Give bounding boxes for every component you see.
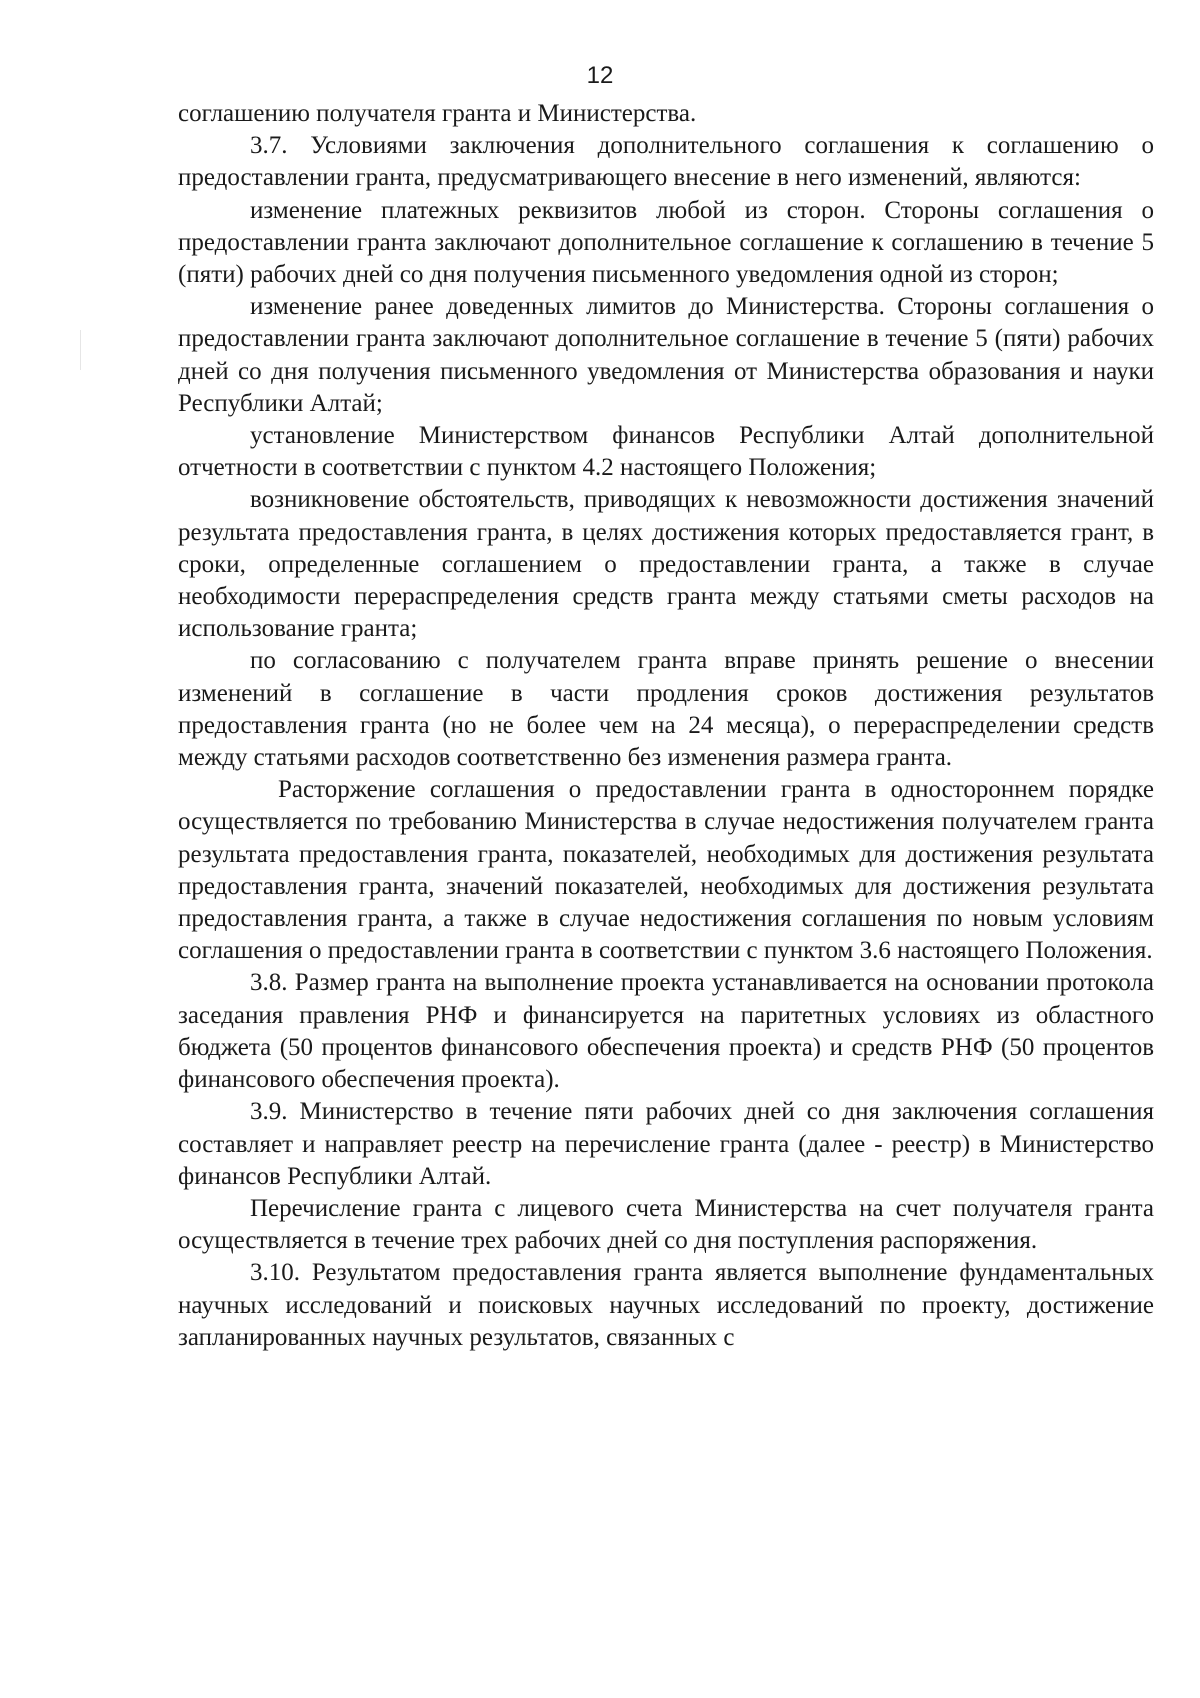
paragraph-continuation: соглашению получателя гранта и Министерства.	[178, 100, 697, 127]
paragraph-limits-change: изменение ранее доведенных лимитов до Министерства. Стороны соглашения о предоставлении гранта заключают дополнительное соглашение в течение 5 (пяти) рабочих дней со дня получения письменного уведомления от Министерства образования и науки Республики Алтай;	[178, 293, 1154, 417]
paragraph-3-8: 3.8. Размер гранта на выполнение проекта устанавливается на основании протокола заседания правления РНФ и финансируется на паритетных условиях из областного бюджета (50 процентов финансового обеспечения проекта) и средств РНФ (50 процентов финансового обеспечения проекта).	[178, 969, 1154, 1094]
paragraph-3-10: 3.10. Результатом предоставления гранта является выполнение фундаментальных научных исследований и поисковых научных исследований по проекту, достижение запланированных научных результатов, связанных с	[178, 1259, 1154, 1351]
scan-artifact	[80, 330, 81, 370]
paragraph-agreement-consent: по согласованию с получателем гранта вправе принять решение о внесении изменений в соглашение в части продления сроков достижения результатов предоставления гранта (но не более чем на 24 месяца), о перераспределении средств между статьями расходов соответственно без изменения размера гранта.	[178, 647, 1154, 772]
paragraph-transfer: Перечисление гранта с лицевого счета Министерства на счет получателя гранта осуществляется в течение трех рабочих дней со дня поступления распоряжения.	[178, 1194, 1154, 1255]
paragraph-3-9: 3.9. Министерство в течение пяти рабочих дней со дня заключения соглашения составляет и направляет реестр на перечисление гранта (далее - реестр) в Министерство финансов Республики Алтай.	[178, 1098, 1154, 1190]
page-number: 12	[586, 62, 614, 89]
document-body	[178, 98, 1154, 1354]
paragraph-3-7: 3.7. Условиями заключения дополнительного соглашения к соглашению о предоставлении гранта, предусматривающего внесение в него изменений, являются:	[178, 132, 1154, 192]
paragraph-circumstances: возникновение обстоятельств, приводящих к невозможности достижения значений результата предоставления гранта, в целях достижения которых предоставляется грант, в сроки, определенные соглашением о предоставлении гранта, а также в случае необходимости перераспределения средств гранта между статьями сметы расходов на использование гранта;	[178, 486, 1154, 643]
paragraph-termination: Расторжение соглашения о предоставлении гранта в одностороннем порядке осуществляется по требованию Министерства в случае недостижения получателем гранта результата предоставления гранта, показателей, необходимых для достижения результата предоставления гранта, значений показателей, необходимых для достижения результата предоставления гранта, а также в случае недостижения соглашения по новым условиям соглашения о предоставлении гранта в соответствии с пунктом 3.6 настоящего Положения.	[178, 776, 1154, 965]
paragraph-payment-details: изменение платежных реквизитов любой из сторон. Стороны соглашения о предоставлении гранта заключают дополнительное соглашение к соглашению в течение 5 (пяти) рабочих дней со дня получения письменного уведомления одной из сторон;	[178, 196, 1154, 289]
paragraph-additional-reporting: установление Министерством финансов Республики Алтай дополнительной отчетности в соответствии с пунктом 4.2 настоящего Положения;	[178, 422, 1154, 482]
